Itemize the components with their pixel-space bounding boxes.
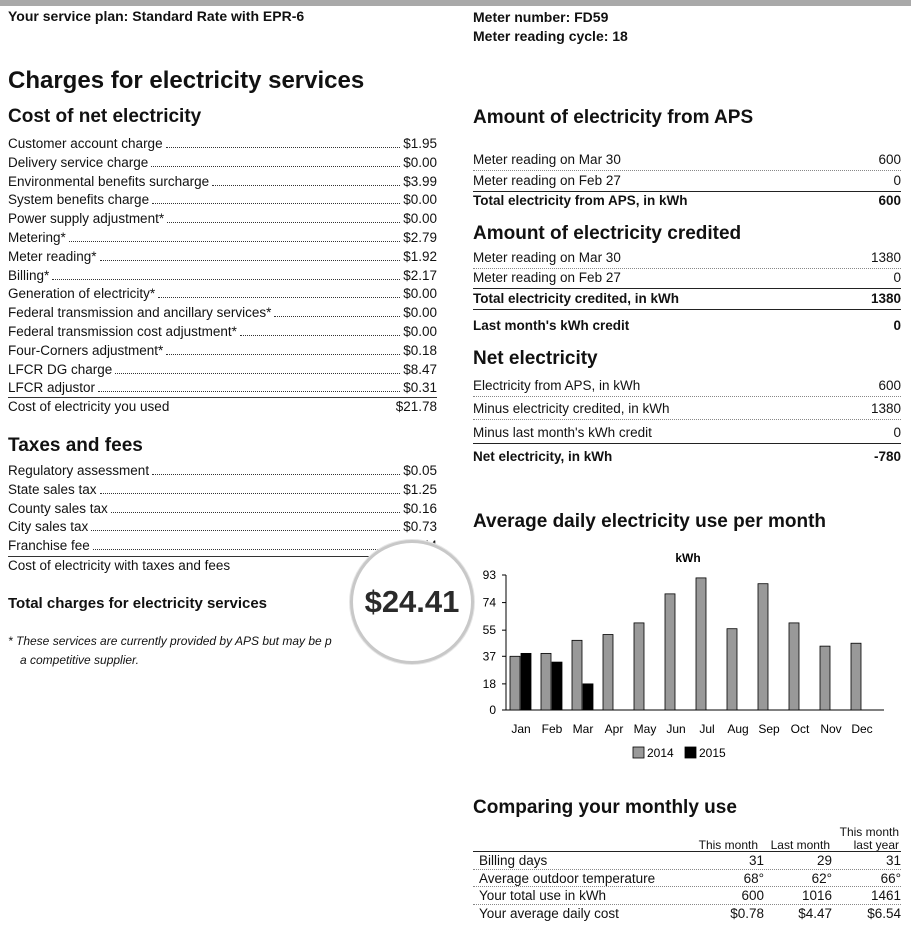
bar-2014-Feb — [541, 653, 551, 710]
reading-row — [473, 316, 901, 336]
charge-value: $0.00 — [403, 305, 437, 321]
meter-reading-cycle: Meter reading cycle: 18 — [473, 28, 628, 44]
dot-leader — [158, 297, 400, 298]
reading-value: 1380 — [870, 291, 901, 306]
charge-value: $0.16 — [403, 500, 437, 516]
bar-2014-Jun — [665, 594, 675, 710]
y-tick-label: 55 — [482, 623, 496, 638]
x-tick-label: Dec — [851, 722, 873, 736]
footnote — [8, 632, 332, 670]
charge-row — [8, 304, 437, 321]
charge-label: Billing* — [8, 267, 50, 283]
dot-leader — [69, 241, 400, 242]
charge-row — [8, 323, 437, 340]
charge-value: $0.05 — [403, 463, 437, 478]
cost-net-subtotal-value: $21.78 — [395, 399, 437, 414]
charge-row — [8, 481, 437, 498]
reading-row — [473, 399, 901, 420]
reading-label: Minus electricity credited, in kWh — [473, 401, 670, 416]
charge-row — [8, 135, 437, 152]
charge-label: Metering* — [8, 230, 66, 245]
reading-row — [473, 150, 901, 171]
dot-leader — [151, 166, 400, 167]
compare-col-year-line2: last year — [853, 838, 899, 852]
charge-row — [8, 154, 437, 171]
charge-value: $0.18 — [403, 342, 437, 358]
reading-row — [473, 191, 901, 211]
charge-value: $1.25 — [403, 481, 437, 497]
dot-leader — [93, 549, 400, 550]
compare-this: $0.78 — [730, 905, 764, 921]
reading-value: 1380 — [870, 250, 901, 265]
reading-value: -780 — [873, 449, 901, 464]
y-tick-label: 18 — [482, 676, 496, 691]
compare-this: 68° — [743, 870, 764, 886]
dot-leader — [91, 530, 400, 531]
charge-value: $1.92 — [403, 248, 437, 264]
reading-row — [473, 248, 901, 269]
reading-value: 0 — [893, 318, 901, 333]
dot-leader — [100, 493, 401, 494]
reading-row — [473, 447, 901, 467]
reading-label: Meter reading on Mar 30 — [473, 250, 621, 265]
bar-2014-May — [634, 623, 644, 710]
compare-last: 1016 — [801, 888, 832, 903]
bar-2014-Jan — [510, 656, 520, 710]
charge-value: $0.31 — [403, 380, 437, 396]
net-heading: Net electricity — [473, 348, 598, 369]
charge-row — [8, 210, 437, 227]
charge-value: $0.00 — [403, 324, 437, 339]
legend-swatch-2014 — [633, 747, 644, 758]
dot-leader — [52, 279, 400, 280]
charge-value: $0.73 — [403, 519, 437, 535]
bar-2014-Jul — [696, 578, 706, 710]
total-charges-value: $24.41 — [364, 584, 460, 619]
charge-label: Environmental benefits surcharge — [8, 173, 210, 189]
meter-number: Meter number: FD59 — [473, 9, 609, 25]
compare-row — [473, 851, 901, 869]
x-tick-label: Nov — [820, 722, 842, 736]
charge-row — [8, 229, 437, 246]
credited-heading: Amount of electricity credited — [473, 223, 742, 244]
compare-last: 62° — [811, 870, 832, 886]
reading-row — [473, 268, 901, 289]
charge-row — [8, 500, 437, 517]
total-magnifier — [350, 540, 474, 664]
reading-value: 600 — [878, 152, 901, 167]
meter-info — [473, 8, 628, 46]
charge-label: Federal transmission and ancillary services* — [8, 305, 272, 321]
charge-row — [8, 285, 437, 302]
compare-heading: Comparing your monthly use — [473, 797, 737, 818]
compare-col-this: This month — [698, 838, 758, 852]
dot-leader — [115, 373, 400, 374]
chart-title: Average daily electricity use per month — [473, 511, 827, 532]
y-axis-label: kWh — [675, 551, 701, 565]
compare-year: 66° — [880, 870, 901, 886]
y-tick-label: 93 — [482, 568, 496, 582]
compare-last: 29 — [816, 853, 832, 868]
bar-2014-Mar — [572, 640, 582, 710]
x-tick-label: May — [633, 722, 657, 736]
legend-label-2015: 2015 — [699, 746, 726, 760]
cost-net-subtotal — [8, 397, 437, 415]
compare-label: Average outdoor temperature — [479, 870, 656, 886]
compare-col-year — [830, 826, 899, 852]
compare-row — [473, 904, 901, 922]
dot-leader — [152, 474, 400, 475]
compare-this: 600 — [741, 888, 764, 903]
reading-label: Meter reading on Feb 27 — [473, 173, 621, 188]
usage-bar-chart — [470, 545, 900, 770]
reading-value: 600 — [878, 378, 901, 393]
legend-swatch-2015 — [685, 747, 696, 758]
cost-net-heading: Cost of net electricity — [8, 106, 202, 127]
x-tick-label: Jun — [666, 722, 686, 736]
charge-value: $0.00 — [403, 154, 437, 170]
charge-label: State sales tax — [8, 481, 97, 497]
dot-leader — [166, 354, 400, 355]
compare-year: 31 — [885, 853, 901, 868]
compare-year: 1461 — [870, 888, 901, 903]
taxes-subtotal-label: Cost of electricity with taxes and fees — [8, 558, 231, 573]
dot-leader — [152, 203, 400, 204]
charge-label: LFCR adjustor — [8, 380, 96, 396]
charge-row — [8, 379, 437, 396]
reading-row — [473, 289, 901, 310]
charge-row — [8, 361, 437, 378]
bar-2014-Sep — [758, 584, 768, 710]
compare-label: Your total use in kWh — [479, 888, 607, 903]
charge-label: System benefits charge — [8, 192, 150, 208]
x-tick-label: Oct — [790, 722, 810, 736]
taxes-heading: Taxes and fees — [8, 435, 143, 456]
service-plan: Your service plan: Standard Rate with EPR-6 — [8, 8, 305, 24]
reading-row — [473, 376, 901, 397]
x-tick-label: Jul — [699, 722, 715, 736]
reading-row — [473, 423, 901, 444]
y-tick-label: 37 — [482, 649, 496, 664]
dot-leader — [167, 222, 400, 223]
charge-label: Federal transmission cost adjustment* — [8, 324, 237, 339]
from-aps-heading: Amount of electricity from APS — [473, 107, 754, 128]
x-tick-label: Feb — [541, 722, 563, 736]
charge-row — [8, 191, 437, 208]
reading-value: 600 — [878, 193, 901, 208]
y-tick-label: 74 — [482, 595, 496, 610]
charge-value: $8.47 — [403, 361, 437, 377]
charge-row — [8, 518, 437, 535]
charge-label: Customer account charge — [8, 136, 163, 151]
dot-leader — [212, 185, 400, 186]
footnote-line-2: a competitive supplier. — [20, 653, 139, 667]
compare-label: Your average daily cost — [479, 905, 619, 921]
charge-value: $3.99 — [403, 173, 437, 189]
x-tick-label: Jan — [511, 722, 531, 736]
footnote-line-1: * These services are currently provided by APS but may be p — [8, 634, 332, 648]
charge-label: Franchise fee — [8, 538, 90, 554]
reading-label: Meter reading on Feb 27 — [473, 270, 621, 285]
charge-label: Regulatory assessment — [8, 463, 150, 478]
charge-label: Four-Corners adjustment* — [8, 342, 164, 358]
y-tick-label: 0 — [489, 703, 496, 717]
bar-2015-Jan — [521, 653, 531, 710]
charge-value: $2.17 — [403, 267, 437, 283]
cost-net-subtotal-label: Cost of electricity you used — [8, 399, 170, 414]
bar-2015-Feb — [552, 662, 562, 710]
reading-value: 1380 — [870, 401, 901, 416]
charge-label: Meter reading* — [8, 248, 97, 264]
top-rule — [0, 0, 911, 6]
page-title: Charges for electricity services — [8, 67, 365, 94]
charge-value: $0.00 — [403, 211, 437, 227]
reading-label: Electricity from APS, in kWh — [473, 378, 641, 393]
reading-label: Net electricity, in kWh — [473, 449, 613, 464]
reading-label: Minus last month's kWh credit — [473, 425, 652, 440]
charge-row — [8, 248, 437, 265]
compare-col-year-line1: This month — [839, 825, 899, 839]
charge-value: $2.79 — [403, 230, 437, 245]
x-tick-label: Mar — [572, 722, 594, 736]
charge-label: LFCR DG charge — [8, 361, 113, 377]
total-charges-label: Total charges for electricity services — [8, 595, 268, 612]
compare-col-last: Last month — [770, 838, 830, 852]
bar-2014-Nov — [820, 646, 830, 710]
charge-row — [8, 267, 437, 284]
compare-row — [473, 869, 901, 887]
compare-label: Billing days — [479, 853, 548, 868]
charge-value: $0.00 — [403, 192, 437, 208]
dot-leader — [240, 335, 400, 336]
charge-row — [8, 173, 437, 190]
charge-row — [8, 537, 437, 554]
dot-leader — [166, 147, 401, 148]
dot-leader — [98, 391, 400, 392]
charge-label: County sales tax — [8, 500, 108, 516]
compare-last: $4.47 — [798, 905, 832, 921]
charge-value: $0.00 — [403, 286, 437, 302]
charge-row — [8, 342, 437, 359]
dot-leader — [111, 512, 400, 513]
reading-label: Total electricity credited, in kWh — [473, 291, 680, 306]
reading-label: Last month's kWh credit — [473, 318, 630, 333]
reading-row — [473, 171, 901, 192]
bar-2014-Dec — [851, 643, 861, 710]
compare-year: $6.54 — [867, 905, 901, 921]
charge-label: Power supply adjustment* — [8, 211, 165, 227]
dot-leader — [274, 316, 400, 317]
reading-value: 0 — [893, 270, 901, 285]
compare-this: 31 — [748, 853, 764, 868]
bar-2014-Aug — [727, 629, 737, 710]
charge-label: City sales tax — [8, 519, 89, 535]
x-tick-label: Apr — [604, 722, 624, 736]
dot-leader — [100, 260, 401, 261]
reading-label: Meter reading on Mar 30 — [473, 152, 621, 167]
reading-label: Total electricity from APS, in kWh — [473, 193, 688, 208]
bar-2014-Oct — [789, 623, 799, 710]
charge-label: Generation of electricity* — [8, 286, 156, 302]
legend-label-2014: 2014 — [647, 746, 674, 760]
bar-2015-Mar — [583, 684, 593, 710]
reading-value: 0 — [893, 425, 901, 440]
bar-2014-Apr — [603, 635, 613, 710]
charge-value: $1.95 — [403, 136, 437, 151]
reading-value: 0 — [893, 173, 901, 188]
compare-row — [473, 886, 901, 904]
x-tick-label: Aug — [727, 722, 749, 736]
charge-label: Delivery service charge — [8, 154, 149, 170]
x-tick-label: Sep — [758, 722, 780, 736]
charge-row — [8, 462, 437, 479]
